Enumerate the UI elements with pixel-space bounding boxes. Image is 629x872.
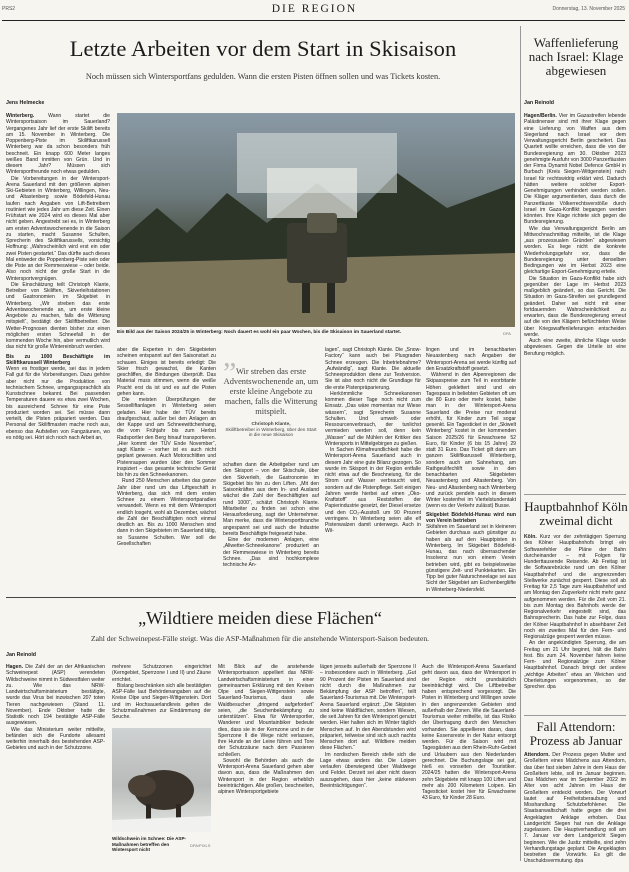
- second-col-4: [320, 664, 416, 789]
- ski-slope-photo: [117, 113, 515, 327]
- paragraph: mehrere Schutzzonen eingerichtet (Kerngebiet, Sperrzone I und II) und Zäune errichtet.: [112, 664, 211, 683]
- quote-mark-icon: „: [223, 340, 237, 373]
- main-col-2b: [223, 462, 319, 568]
- sidebar-rule: [524, 715, 626, 716]
- paragraph: Sowohl die Behörden als auch die Wintersport-Arena Sauerland gehen aber davon aus, dass die Maßnahmen den Wintersport in der Region erheblich beeinträchtigen. Alle großen, beschneiten, alpinen Wintersportgebiete: [218, 757, 314, 795]
- sidebar-headline-3: Fall Attendorn: Prozess ab Januar: [529, 719, 623, 748]
- sidebar-article-3: [524, 752, 626, 865]
- section-rule: [6, 597, 516, 598]
- paragraph: Die meisten Überprüfungen der Sesselliftanlagen in Winterberg seien geladen. Hier habe der TÜV bereits draufgeschaut, außer bei den Anlagen an der Kappe und am Schneewittchenhang, die vom Frühjahr bis zum Herbst Radsportler den Berg hinauf transportieren. „Hier kommt der TÜV Ende November“, sagt Klante – vorher ist es auch nicht geplant gewesen. Auch Motorschlitten und Pistenraupen wurden über den Sommer inspiziert – das gesamte technische Gerät bis hin zu den Schneekanonen.: [117, 397, 216, 478]
- main-col-3: [325, 347, 421, 535]
- paragraph: schaften dann die Arbeitgeber rund um den Skisport – von der Skischule, über den Skiverleih, die Gastronomie im Skigebiet bis hin zu den Liften. „Mit den Saisonkräften aus dem In- und Ausland wächst die Zahl der Beschäftigten auf rund 1000“, schätzt Christoph Klante. Mitarbeiter zu finden sei schon eine Herausforderung, sagt der Unternehmer. Man merke, dass die Wintersportbranche angespannt sei und auch die Industrie bereits Beschäftigte freigesetzt habe.: [223, 462, 319, 537]
- box-subhead: Skigebiet Bödefeld-Hunau wird nun von Verein betrieben: [426, 511, 516, 524]
- sidebar-headline-1: Waffenlieferung nach Israel: Klage abgewiesen: [528, 35, 624, 78]
- paragraph: Wie das Ministerium weiter mitteilte, befänden sich die Fundorte allesamt weiterhin innerhalb des bestehenden ASP-Gebietes und auch in der Schutzzone.: [6, 726, 105, 752]
- boar-caption: Wildschwein im Schnee: Die ASP-Maßnahmen betreffen den Wintersport nicht: [112, 836, 187, 853]
- paragraph: lagen“, sagt Christoph Klante. Die „Snow-Factory“ kann auch bei Plusgraden Schnee erzeugen. Die Inbetriebnahme? „Aufwändig“, sagt Klante. Die aktuelle Schneeproduktion diene zur Testversion. Sie ist also noch nicht die Grundlage für die erste Pistenpräparierung.: [325, 347, 421, 391]
- second-subhead: Zahl der Schweinepest-Fälle steigt. Was die ASP-Maßnahmen für die anstehende Wintersport-Saison bedeuten.: [90, 634, 430, 643]
- second-col-1: [6, 664, 105, 752]
- boar-credit: DPA/PIXLS: [190, 843, 211, 848]
- paragraph: aber die Experten in den Skigebieten scheinen entspannt auf den Saisonstart zu schauen. Einiges ist bereits erledigt: Die Skier frisch gewachst, die Kanten geschliffen, die Bindungen überprüft. Das Material muss stimmen, wenn die weiße Pracht erst da ist und es auf die Pisten gehen kann.: [117, 347, 216, 397]
- paragraph: Rund 250 Menschen arbeiten das ganze Jahr über rund um das Liftgeschäft in Winterberg, das sich mit dem ersten Schnee zu einem Wintersportparadies verwandelt. Wenn es mit dem Wintersport endlich losgeht, wohl ab Dezember, wächst die Zahl der Beschäftigten noch einmal deutlich an. Bis zu 1000 Menschen sind dann in den Skigebieten im Sauerland tätig, so Susanne Schulten. Wer soll die Gesellschaften: [117, 478, 216, 547]
- paragraph: Hagen/Berlin. Vier im Gazastreifen lebende Palästinenser sind mit ihrer Klage gegen eine Lieferung von Waffen aus dem Siegerland nach Israel vor dem Verwaltungsgericht Berlin gescheitert. Das Quartett wollte erreichen, dass die von der Bundesregierung am 30. Oktober 2023 genehmigte Ausfuhr von 3000 Panzerfäusten der Firma Dynamit Nobel Defence GmbH in Burbach (Kreis Siegen-Wittgenstein) nach Israel für rechtswidrig erklärt wird. Dadurch hätten weitere solcher Export-Genehmigungen verhindert werden sollen. Die Kläger argumentierten, dass durch die Panzerfäuste Völkerrechtsverstöße durch Israel im Gaza-Konflikt begangen werden könnten. Ihre Klage richtete sich gegen die Bundesregierung.: [524, 113, 626, 226]
- second-col-5: [422, 664, 516, 802]
- sidebar-article-1: [524, 113, 626, 357]
- paragraph: Wie das Verwaltungsgericht Berlin am Mittwochnachmittag mitteilte, ist die Klage „aus prozessualen Gründen“ abgewiesen worden. Es liege nicht die konkrete Wiederholungsgefahr vor, dass die Bundesregierung unter denselben Bedingungen wie im Herbst 2023 eine gleichartige Export-Genehmigung erteile.: [524, 225, 626, 276]
- paragraph: Herkömmliche Schneekanonen kommen dieser Tage noch nicht zum Einsatz. „Das wäre momentan nur Wiese wässern“, sagt Sprecherin Susanne Schulten. Und umwelt- oder Ressourcenverbrauch, der tunlichst vermieden werden soll, denn kein „Wasser“ auf die Mühlen der Kritiker des Wintersports in Mittelgebirgen zu gießen.: [325, 390, 421, 447]
- main-col-2: [117, 347, 216, 547]
- sidebar-rule: [524, 494, 626, 495]
- sidebar-article-2: [524, 534, 626, 690]
- main-headline: Letzte Arbeiten vor dem Start in Skisaison: [69, 36, 457, 61]
- second-author: Jan Reinold: [6, 652, 37, 658]
- snow-cannon-illustration: [117, 113, 515, 327]
- quote-role: Skiliftbetreiber in Winterberg, über den Start in die neue Skisaison: [225, 426, 317, 438]
- quote-text: Wir streben das erste Adventswochenende an, um erste kleine Angebote zu machen, falls die Witterung mitspielt.: [223, 367, 319, 416]
- sidebar-headline-2: Hauptbahnhof Köln zweimal dicht: [524, 499, 628, 528]
- paragraph: Bislang beschränken sich alle bestätigten ASP-Fälle laut Behördenangaben auf die Kreise Olpe und Siegen-Wittgenstein. Dort und im Hochsauerlandkreis gelten die Schutzmaßnahmen zur Eindämmung der Seuche.: [112, 682, 211, 720]
- wild-boar-photo: [112, 728, 211, 832]
- section-title: DIE REGION: [271, 3, 358, 15]
- paragraph: Winterberg. Wann startet die Wintersportsaison im Sauerland? Vergangenes Jahr lief der erste Skilift bereits am 15. November in Winterberg. Die Poppenberg-Piste im Skiliftkarussell Winterberg war da schon besonders früh beschneit. Ein knapp 600 Meter langes weißes Band inmitten von Grün. Und in diesem Jahr? Müssen sich Wintersportfreunde noch etwas gedulden.: [6, 113, 110, 176]
- photo-credit: DPA: [503, 331, 511, 336]
- pull-quote: [223, 340, 319, 438]
- paragraph: Die Vorbereitungen in der Wintersport-Arena Sauerland mit den größeren alpinen Ski-Gebieten in Winterberg, Willingen, Neu- und Altastenberg sowie Bödefeld-Hunau laufen nach Angaben von Lift-Betreibern routiniert wie jedes Jahr um diese Zeit. Einen Frühstart wie 2024 wird es dieses Mal aber nicht geben. Angestrebt sei es, in Winterberg am ersten Adventswochenende in die Saison zu starten, macht Susanne Schulten, Sprecherin des Skiliftkarussells, vorsichtig Hoffnung: „Wahrscheinlich wird erst ein oder zwei Pisten gestartet.“ Das dürfte auch dieses Mal entweder die Poppenberg-Piste sein oder die Piste an der Remmeswiese – oder beide. Also noch nicht der große Start in die Wintersportvergnügen.: [6, 175, 110, 282]
- paragraph: In Sachen Klimafreundlichkeit habe die Wintersport-Arena Sauerland auch in diesem Jahr eine gute Bilanz gezogen. So wurde im Skisport in der Region entfalle nicht etwa auf die Beschneiung, für die Strom und Wasser verbraucht wird, sondern auf die Pistenpflege. Seit einigen Jahren werde hierbei auf einen „Öko-Kraftstoff“ aus Reststoffen der Papierindustrie gesetzt, der Diesel ersetze und den CO₂-Ausstoß um 90 Prozent verringere. In Winterberg seien alle elf Pistenwalzen damit unterwegs. Auch in Wil-: [325, 447, 421, 535]
- paragraph: lägen jenseits außerhalb der Sperrzone II – insbesondere auch in Winterberg. „Gut 90 Prozent der Pisten im Sauerland sind nicht durch die Maßnahmen zur Bekämpfung der ASP betroffen“, teilt Sauerland-Tourismus mit. Die Wintersport-Arena Sauerland ergänzt: „Die Skipisten sind keine Waldflächen, sondern Wiesen, die seit Jahren für den Wintersport genutzt werden. Hier halten sich im Winter täglich Menschen auf. In den Abendstunden wird präpariert, teilweise sind sich auch nachts Menschen dort auf. Wildtiere meiden diese Flächen.“: [320, 664, 416, 752]
- main-col-4: [426, 347, 516, 592]
- paragraph: Hagen. Die Zahl der an der Afrikanischen Schweinepest (ASP) verendeten Wildschweine nimmt in Südwestfalen weiter zu. Wie das NRW-Landwirtschaftsministerium bestätigte, wurde das Virus bei inzwischen 207 toten Tieren nachgewiesen (Stand 11. November). Ende Oktober hatte die Statistik noch 194 bestätigte ASP-Fälle ausgewiesen.: [6, 664, 105, 727]
- second-col-3: [218, 664, 314, 795]
- box-subhead: Bis zu 1000 Beschäftigte im Skiliftkarussell Winterberg: [6, 353, 110, 366]
- paragraph: Die Einschätzung teilt Christoph Klante, Betreiber von Skiliften, Skiverleihstationen und Gastronomien im Skigebiet in Winterberg. „Wir streben das erste Adventswochenende an, um erste kleine Angebote zu machen, falls die Witterung mitspielt“, bestätigt der Skiliftbetreiber. Die Wetter-Prognosen dienten bisher zur einen möglichen ersten Schneefall in der kommenden Woche hin, aber vermutlich wird das nicht für große Wintereinbruch werden.: [6, 281, 110, 351]
- column-divider: [520, 26, 521, 861]
- photo-caption: Ein Bild aus der Saison 2024/25 in Winterberg: Noch dauert es wohl ein paar Wochen, bis die Skisaison im Sauerland startet.: [117, 330, 402, 335]
- main-subhead: Noch müssen sich Wintersportfans gedulden. Wann die ersten Pisten öffnen sollen und was Tickets kosten.: [85, 72, 441, 81]
- main-col-1: [6, 113, 110, 441]
- paragraph: Auch eine zweite, ähnliche Klage wurde abgewiesen. Gegen die Urteile ist eine Berufung möglich.: [524, 338, 626, 357]
- paragraph: Die Situation im Gaza-Konflikt habe sich gegenüber der Lage im Herbst 2023 maßgeblich geändert, so das Gericht. Die Situation im Gaza-Streifen sei grundlegend geändert. Daher sei nicht mit einer fortdauernden Wahrscheinlichkeit zu erwarten, dass die Bundesregierung erneut auf die von den Klägern befürchteten Weise über Kriegswaffenlieferungen entscheiden werde.: [524, 275, 626, 338]
- second-headline: „Wildtiere meiden diese Flächen“: [138, 608, 382, 628]
- paragraph: Eine der modernen Anlagen, eine „Allwetter-Schneekanone“ produziert an der Remmeswiese in Winterberg bereits Schnee. „Das sind hochkomplexe technische An-: [223, 537, 319, 568]
- paragraph: Attendorn. Der Prozess gegen Mutter und Großeltern eines Mädchens aus Attendorn, das über fast sieben Jahre in dem Haus der Großeltern lebte, soll im Januar beginnen. Das Mädchen war im September 2022 im Alter von acht Jahren im Haus der Großeltern entdeckt worden. Der Vorwurf lautet auf Freiheitsberaubung und Misshandlung Schutzbefohlener. Die Staatsanwaltschaft hatte gegen die drei Angeklagten Anklage erhoben. Das Landgericht Siegen hat nun die Anklage zugelassen. Die Hauptverhandlung soll am 7. Januar vor dem Landgericht Siegen beginnen. Wie die Justiz mitteilte, sind zehn Verhandlungstage geplant. Die Angeklagten bestreiten die Vorwürfe. Es gilt die Unschuldsvermutung. dpa: [524, 752, 626, 865]
- paragraph: An der angekündigten Sperrung, die am Freitag um 21 Uhr beginnt, hält die Bahn fest. Bis zum 24. November fahren keine Fern- und Regionalzüge zum Kölner Hauptbahnhof. Danach bringt der andere „wichtige Arbeiten“ etwa an Weichen und Oberleitungen vorgenommen, so der Sprecher. dpa: [524, 640, 626, 690]
- paragraph: Skifahren im Sauerland sei in kleineren Gebieten durchaus auch günstiger zu haben als auf den Hauptpisten in Winterberg. Im Skigebiet Bödefeld-Hunau, das nach überraschender Insolvenz nun von einem Verein betrieben wird, gibt es beispielsweise günstigere Zeit- und Punktekarten. Ein Tipp bei guter Naturschneelage sei aus Sicht der Skigebiet am Eschenbergliifte in Winterberg-Niedersfeld.: [426, 524, 516, 592]
- paragraph: Während in den Alpenregionen die Skipasspreise zum Teil in exorbitante Höhen geklettert sind und ein Tagespass in beliebten Gebieten oft um die 80 Euro oder mehr kostet, habe man in der Wintersport-Arena Sauerland die Preise nur moderat erhöht, für Kinder zum Teil sogar gesenkt. Ein Tagesticket in der „Skiwelt Winterberg“ kostet in der kommenden Saison 2025/26 für Erwachsene 52 Euro, für Kinder (6 bis 15 Jahre) 29 statt 31 Euro. Das Ticket gilt dann am ganzen Skiliftkarussell Winterberg, sondern auch am Sahnehang, am Rathgeulifechlift sowie in den benachbarten Skigebieten Neuastenberg und Altastenberg. Von Neu- und Altastenberg nach Winterberg und zurück pendeln auch in diesem Winter kostenfrei im Viertelstundentakt (wenn es der Verkehr zulässt) Busse.: [426, 372, 516, 510]
- paragraph: Wenn es frostiger werde, sei das in jedem Fall gut für die Vorbereitungen. Dazu gehöre aber nicht nur die Produktion von technischem Schnee, umgangssprachlich als Kunstschnee bekannt. Bei passenden Temperaturen dauere es etwa zwei Wochen, bis ausreichend Schnee für eine Piste produziert worden sei. Sei müsse dann verteilt, die Pisten präpariert werden. Das Personal der Skiliftmasten mache noch aus, ebenso das Aufstellen von Fangzäunen, wo es nötig sei. Hört sich noch nach Arbeit an,: [6, 366, 110, 441]
- quote-author: Christoph Klante,: [251, 421, 291, 426]
- paragraph: Köln. Kurz vor der zehntägigen Sperrung des Kölner Hauptbahnhofs bringt ein Softwarefehler die Pläne der Bahn durcheinander – mit Folgen für Hunderttausende Reisende. Ab Freitag ist die Softwarebrücke rund um den Kölner Hauptbahnhof und die angrenzenden Stellwerke zunächst gesperrt. Diese soll ab Freitag für 2,5 Tage zum Hauptbahnhof und am Montag den Zugverkehr nicht mehr ganz aufgenommen werden. Für die Zeit vom 21. bis zum Montag des Bahnhofs werde der Regionalverkehr eingestellt sind, das Bahnsprecherin. Das habe zur Folge, dass der Kölner Hauptbahnhof in absehbarer Zeit noch ein zweites Mal für den Fern- und Regionalzüge gesperrt werden müsse.: [524, 534, 626, 640]
- paragraph: Auch die Wintersport-Arena Sauerland geht davon aus, dass der Wintersport in der Region nicht grundsätzlich beeinträchtigt wird. Die Liftbetreiber haben entsprechend vorgesorgt. Die Pisten in Winterberg und Willingen sowie in den angrenzenden Gebieten sind außerhalb der Zonen. Wie die Sauerland-Tourismus weiter mitteilte, ist das Risiko der Übertragung durch den Menschen vorhanden. Sie appellieren daran, dass keine Essensreste in der Natur entsorgt werden. Für die Saison wird mit Tagesgästen aus dem Rhein-Ruhr-Gebiet und Urlaubern aus den Niederlanden gerechnet. Die Buchungslage sei gut, hieß es vonseiten der Touristiker. 2024/25 hatten die Wintersport-Arena zehn Skigebiete mit knapp 100 Liften und mehr als 200 Kilometern Loipen. Ein Tagesticket kostet hier für Erwachsene 43 Euro, für Kinder 28 Euro.: [422, 664, 516, 802]
- main-author: Jens Helmecke: [6, 100, 45, 106]
- paragraph: Mit Blick auf die anstehende Wintersportsaison appelliert das NRW-Landwirtschaftsministerium in einer gemeinsamen Erklärung mit den Kreisen Olpe und Siegen-Wittgenstein sowie Sauerland-Tourismus, dass alle Waldbesucher „dringend aufgefordert“ seien, „die Seuchenbekämpfung zu unterstützen“. Etwa für Wintersportler, Wanderer und Mountainbiker bedeute dies, dass sie in der Kernzone und in der Sperrzone II die Wege nicht verlassen, ihre Hunde an der Leine führen und Tore der Schutzzäune nach dem Passieren schließen.: [218, 664, 314, 758]
- paragraph: lingen und im benachbarten Neuastenberg nach Angaben der Wintersport-Arena sei werde künftig auf den Ersatzkraftstoff gesetzt.: [426, 347, 516, 372]
- paragraph: Im nordischen Bereich stelle sich die Lage etwas anders dar. Die Loipen verlaufen überwiegend über Waldwege und Felder. Derzeit sei aber nicht davon auszugehen, dass hier „keine stärkeren Beeinträchtigungen“.: [320, 751, 416, 789]
- wild-boar-illustration: [112, 728, 211, 832]
- header-rule: [2, 20, 625, 21]
- issue-date: Donnerstag, 13. November 2025: [552, 6, 625, 12]
- page-code: PRS2: [2, 6, 16, 12]
- second-col-2: [112, 664, 211, 720]
- sidebar-author-1: Jan Reinold: [524, 100, 555, 106]
